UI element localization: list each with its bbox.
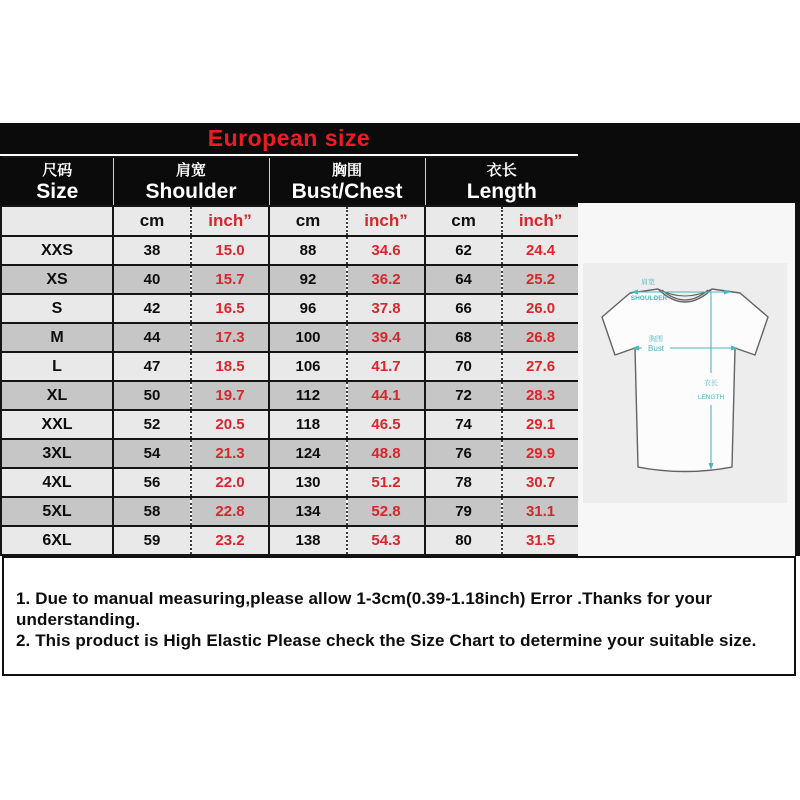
shoulder-label-en: SHOULDER [630,295,668,302]
cm-value-cell: 59 [113,526,191,555]
cm-value-cell: 52 [113,410,191,439]
inch-value-cell: 48.8 [347,439,425,468]
size-label-cell: 5XL [1,497,113,526]
inch-value-cell: 39.4 [347,323,425,352]
page-title: European size [207,125,371,151]
cm-value-cell: 80 [425,526,502,555]
cm-value-cell: 64 [425,265,502,294]
size-table-body [1,236,579,555]
length-label-en: LENGTH [697,394,725,401]
cm-value-cell: 62 [425,236,502,265]
table-row [1,526,579,555]
unit-cm: cm [425,206,502,236]
inch-value-cell: 52.8 [347,497,425,526]
header-length: 衣长 Length [425,157,579,206]
cm-value-cell: 100 [269,323,347,352]
inch-value-cell: 37.8 [347,294,425,323]
cm-value-cell: 124 [269,439,347,468]
table-row [1,323,579,352]
inch-value-cell: 27.6 [502,352,579,381]
cm-value-cell: 38 [113,236,191,265]
cm-value-cell: 106 [269,352,347,381]
inch-value-cell: 30.7 [502,468,579,497]
table-row [1,294,579,323]
size-label-cell: 4XL [1,468,113,497]
inch-value-cell: 51.2 [347,468,425,497]
inch-value-cell: 36.2 [347,265,425,294]
inch-value-cell: 41.7 [347,352,425,381]
table-row [1,439,579,468]
size-label-cell: 3XL [1,439,113,468]
cm-value-cell: 134 [269,497,347,526]
inch-value-cell: 24.4 [502,236,579,265]
tshirt-diagram-panel [578,203,800,556]
cm-value-cell: 92 [269,265,347,294]
cm-value-cell: 76 [425,439,502,468]
cm-value-cell: 66 [425,294,502,323]
header-size: 尺码 Size [1,157,113,206]
cm-value-cell: 79 [425,497,502,526]
unit-inch: inch” [347,206,425,236]
inch-value-cell: 44.1 [347,381,425,410]
table-units-row [1,206,579,236]
inch-value-cell: 21.3 [191,439,269,468]
table-row [1,497,579,526]
size-label-cell: XL [1,381,113,410]
size-label-cell: XS [1,265,113,294]
cm-value-cell: 70 [425,352,502,381]
inch-value-cell: 29.1 [502,410,579,439]
table-header-row [1,157,579,206]
cm-value-cell: 88 [269,236,347,265]
cm-value-cell: 42 [113,294,191,323]
inch-value-cell: 54.3 [347,526,425,555]
cm-value-cell: 130 [269,468,347,497]
inch-value-cell: 31.5 [502,526,579,555]
size-label-cell: 6XL [1,526,113,555]
inch-value-cell: 25.2 [502,265,579,294]
unit-cm: cm [269,206,347,236]
cm-value-cell: 44 [113,323,191,352]
inch-value-cell: 18.5 [191,352,269,381]
inch-value-cell: 26.0 [502,294,579,323]
inch-value-cell: 20.5 [191,410,269,439]
cm-value-cell: 112 [269,381,347,410]
bust-label-en: Bust [647,344,665,353]
inch-value-cell: 17.3 [191,323,269,352]
table-row [1,236,579,265]
notes-box [2,556,796,676]
cm-value-cell: 56 [113,468,191,497]
inch-value-cell: 19.7 [191,381,269,410]
tshirt-measurement-diagram [578,203,795,556]
size-label-cell: M [1,323,113,352]
size-chart-table [0,156,580,556]
inch-value-cell: 22.0 [191,468,269,497]
size-label-cell: XXS [1,236,113,265]
unit-inch: inch” [191,206,269,236]
table-row [1,352,579,381]
inch-value-cell: 16.5 [191,294,269,323]
cm-value-cell: 118 [269,410,347,439]
bust-label-cn: 胸围 [649,336,663,343]
inch-value-cell: 22.8 [191,497,269,526]
unit-cm: cm [113,206,191,236]
size-label-cell: L [1,352,113,381]
inch-value-cell: 34.6 [347,236,425,265]
table-row [1,468,579,497]
inch-value-cell: 31.1 [502,497,579,526]
header-bust-chest: 胸围 Bust/Chest [269,157,425,206]
header-shoulder: 肩宽 Shoulder [113,157,269,206]
cm-value-cell: 138 [269,526,347,555]
size-label-cell: S [1,294,113,323]
cm-value-cell: 54 [113,439,191,468]
shoulder-label-cn: 肩宽 [641,279,655,286]
cm-value-cell: 68 [425,323,502,352]
inch-value-cell: 29.9 [502,439,579,468]
inch-value-cell: 46.5 [347,410,425,439]
header-black-filler [578,123,800,203]
inch-value-cell: 28.3 [502,381,579,410]
inch-value-cell: 23.2 [191,526,269,555]
cm-value-cell: 78 [425,468,502,497]
inch-value-cell: 26.8 [502,323,579,352]
cm-value-cell: 40 [113,265,191,294]
size-label-cell: XXL [1,410,113,439]
inch-value-cell: 15.0 [191,236,269,265]
note-line-1: 1. Due to manual measuring,please allow 1-3cm(0.39-1.18inch) Error .Thanks for your understanding. [16,589,713,629]
inch-value-cell: 15.7 [191,265,269,294]
note-line-2: 2. This product is High Elastic Please check the Size Chart to determine your suitable size. [16,631,757,650]
cm-value-cell: 58 [113,497,191,526]
cm-value-cell: 47 [113,352,191,381]
cm-value-cell: 72 [425,381,502,410]
unit-inch: inch” [502,206,579,236]
units-empty-cell [1,206,113,236]
cm-value-cell: 96 [269,294,347,323]
table-row [1,410,579,439]
cm-value-cell: 74 [425,410,502,439]
table-row [1,381,579,410]
cm-value-cell: 50 [113,381,191,410]
table-row [1,265,579,294]
length-label-cn: 衣长 [704,380,718,387]
